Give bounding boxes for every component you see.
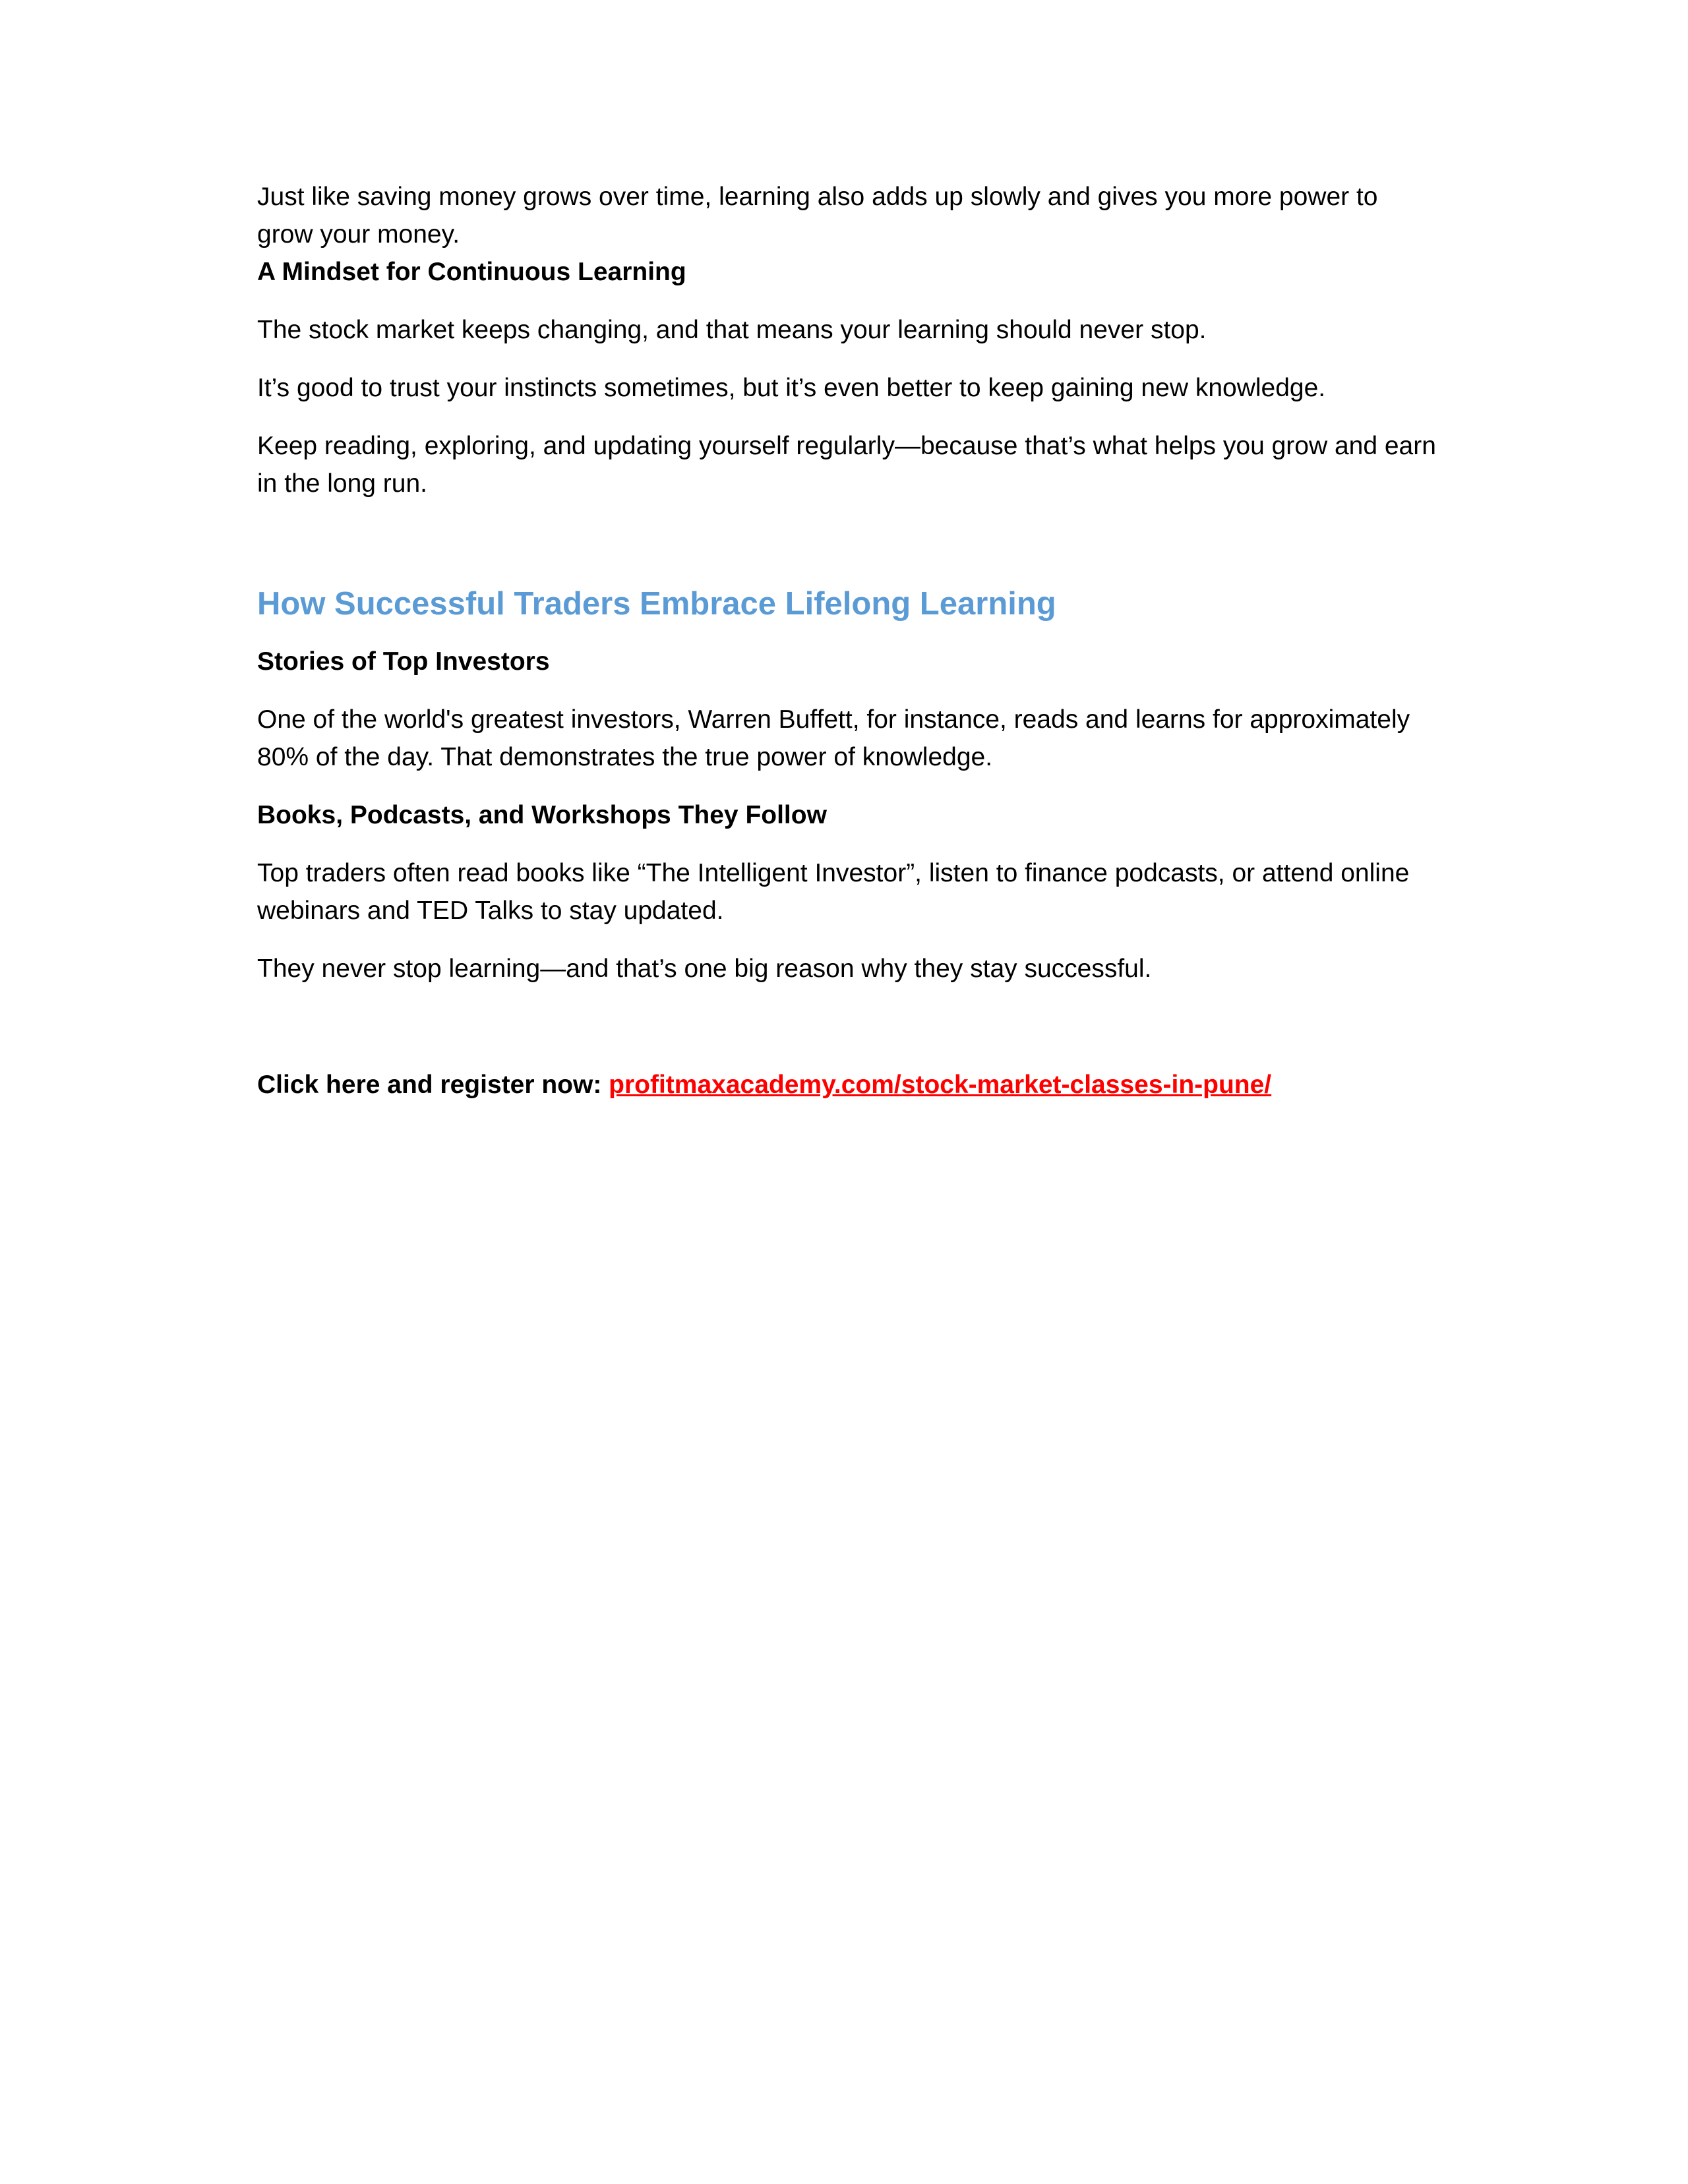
mindset-heading: A Mindset for Continuous Learning xyxy=(257,258,686,286)
mindset-paragraph-2: It’s good to trust your instincts sometimes, but it’s even better to keep gaining new knowledge. xyxy=(257,374,1326,402)
section-heading: How Successful Traders Embrace Lifelong Learning xyxy=(257,586,1056,622)
stories-heading: Stories of Top Investors xyxy=(257,647,550,676)
section-spacer xyxy=(257,523,1437,581)
books-paragraph-1: Top traders often read books like “The Intelligent Investor”, listen to finance podcasts, or attend online webinars and TED Talks to stay updated. xyxy=(257,859,1410,925)
register-cta xyxy=(257,1066,1437,1104)
books-paragraph-2: They never stop learning—and that’s one big reason why they stay successful. xyxy=(257,955,1152,983)
intro-paragraph: Just like saving money grows over time, learning also adds up slowly and gives you more power to grow your money. xyxy=(257,183,1378,249)
register-link[interactable]: profitmaxacademy.com/stock-market-classes-in-pune/ xyxy=(609,1071,1272,1099)
cta-label: Click here and register now: xyxy=(257,1071,609,1099)
mindset-paragraph-1: The stock market keeps changing, and that means your learning should never stop. xyxy=(257,316,1207,344)
stories-paragraph: One of the world's greatest investors, Warren Buffett, for instance, reads and learns for approximately 80% of the day. That demonstrates the true power of knowledge. xyxy=(257,705,1410,771)
document-page xyxy=(257,178,1437,1104)
cta-spacer xyxy=(257,1008,1437,1066)
mindset-paragraph-3: Keep reading, exploring, and updating yourself regularly—because that’s what helps you grow and earn in the long run. xyxy=(257,432,1436,498)
books-heading: Books, Podcasts, and Workshops They Follow xyxy=(257,801,827,829)
